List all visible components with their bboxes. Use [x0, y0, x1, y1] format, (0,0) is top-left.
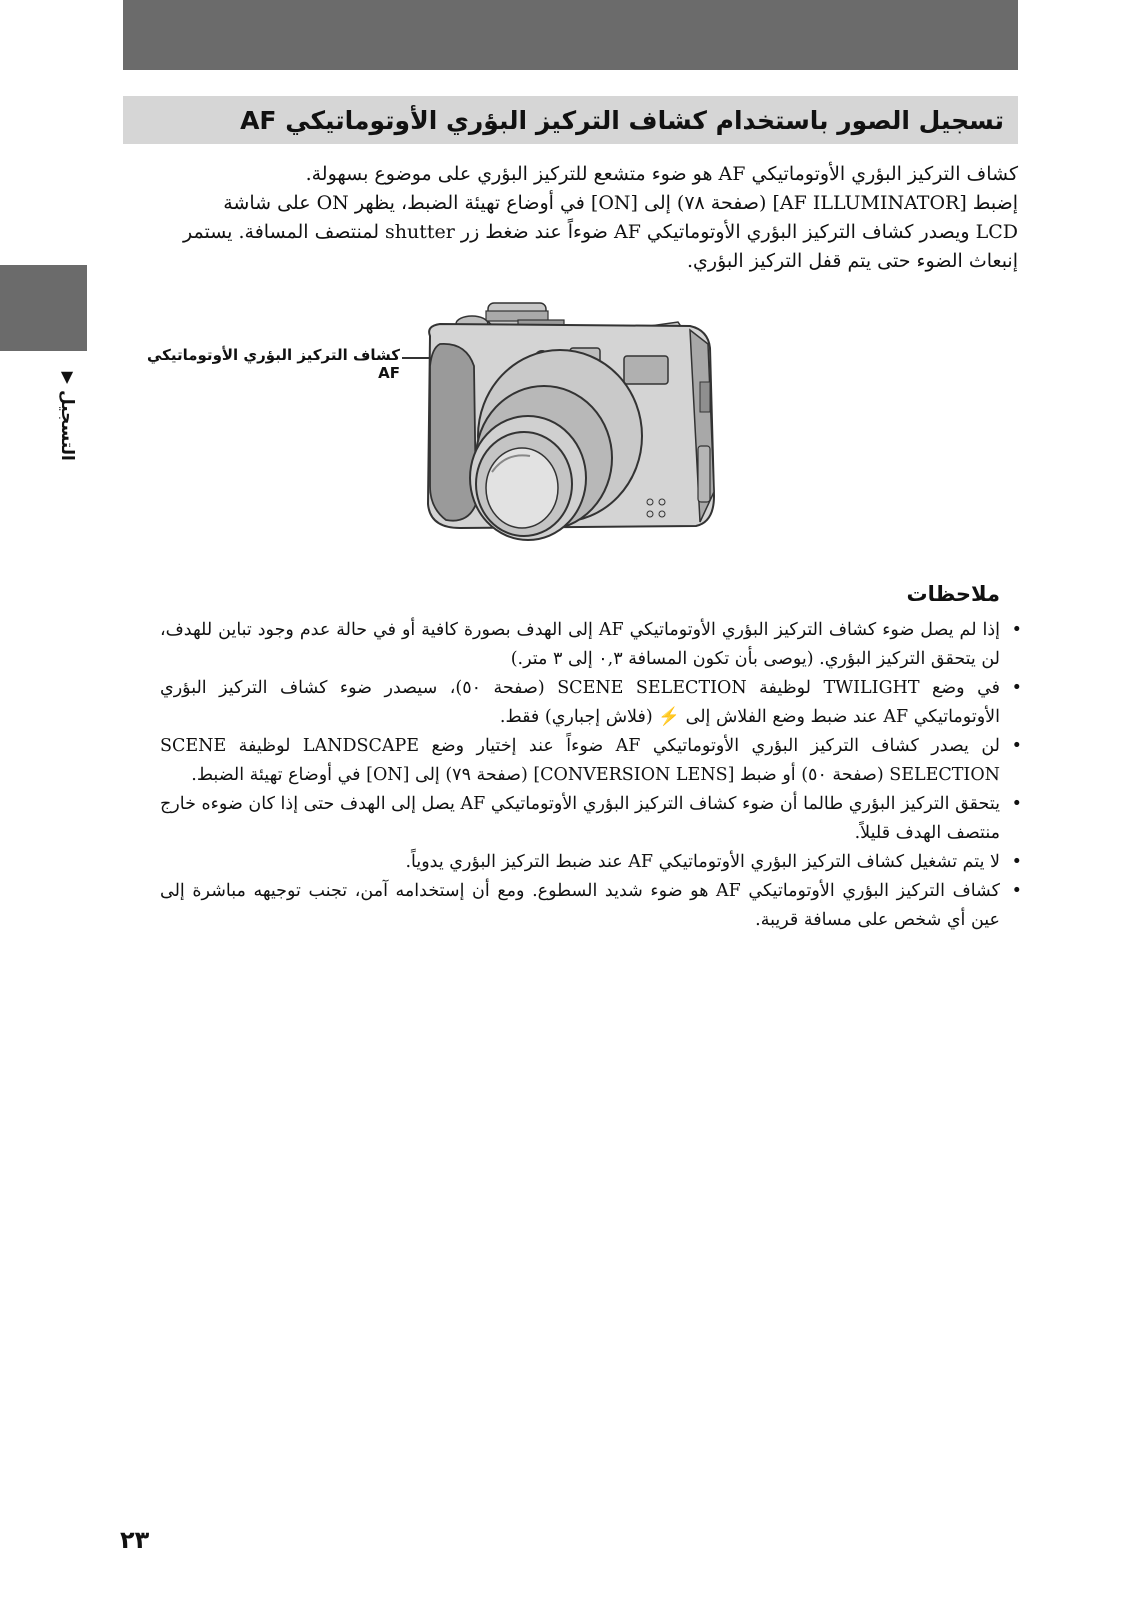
list-item: [160, 732, 1022, 790]
side-chapter-label: [42, 368, 92, 468]
bullet-icon: •: [1011, 881, 1022, 901]
bullet-icon: •: [1011, 678, 1022, 698]
chapter-label: التسجيل: [57, 390, 77, 461]
header-bar: [123, 0, 1018, 70]
note-text: لن يصدر كشاف التركيز البؤري الأوتوماتيكي AF ضوءاً عند إختيار وضع LANDSCAPE لوظيفة SCENE SELECTION (صفحة ٥٠) أو ضبط [CONVERSION LENS] (صفحة ٧٩) إلى [ON] في أوضاع تهيئة الضبط.: [160, 736, 1000, 785]
note-text: إذا لم يصل ضوء كشاف التركيز البؤري الأوتوماتيكي AF إلى الهدف بصورة كافية أو في حالة عدم وجود تباين للهدف، لن يتحقق التركيز البؤري. (يوصى بأن تكون المسافة ٠,٣ إلى ٣ متر.): [160, 620, 1000, 669]
camera-drawing: [130, 296, 750, 561]
list-item: [160, 848, 1022, 877]
list-item: [160, 674, 1022, 732]
list-item: [160, 877, 1022, 935]
af-illuminator-label: كشاف التركيز البؤري الأوتوماتيكي AF: [146, 346, 400, 382]
note-text: لا يتم تشغيل كشاف التركيز البؤري الأوتوماتيكي AF عند ضبط التركيز البؤري يدوياً.: [405, 852, 1000, 872]
page-number: ٢٣: [120, 1526, 150, 1554]
intro-line: إنبعاث الضوء حتى يتم قفل التركيز البؤري.: [687, 250, 1018, 272]
bullet-icon: •: [1011, 794, 1022, 814]
camera-illustration: [130, 296, 750, 561]
side-tab: [0, 265, 87, 351]
intro-line: LCD ويصدر كشاف التركيز البؤري الأوتوماتيكي AF ضوءاً عند ضغط زر shutter لمنتصف المسافة. يستمر: [183, 221, 1018, 243]
note-text: يتحقق التركيز البؤري طالما أن ضوء كشاف التركيز البؤري الأوتوماتيكي AF يصل إلى الهدف حتى إذا كان ضوءه خارج منتصف الهدف قليلاً.: [160, 794, 1000, 843]
notes-list: [160, 616, 1022, 935]
intro-line: كشاف التركيز البؤري الأوتوماتيكي AF هو ضوء متشعع للتركيز البؤري على موضوع بسهولة.: [305, 163, 1018, 185]
bullet-icon: •: [1011, 852, 1022, 872]
section-header: [123, 96, 1018, 144]
intro-line: إضبط [AF ILLUMINATOR] (صفحة ٧٨) إلى [ON] في أوضاع تهيئة الضبط، يظهر ON على شاشة: [223, 192, 1018, 214]
triangle-down-icon: ▼: [60, 367, 74, 386]
bullet-icon: •: [1011, 620, 1022, 640]
note-text: في وضع TWILIGHT لوظيفة SCENE SELECTION (صفحة ٥٠)، سيصدر ضوء كشاف التركيز البؤري الأوتوماتيكي AF عند ضبط وضع الفلاش إلى ⚡ (فلاش إجباري) فقط.: [160, 678, 1001, 727]
intro-paragraph: [160, 160, 1018, 276]
bullet-icon: •: [1011, 736, 1022, 756]
list-item: [160, 790, 1022, 848]
notes-heading: ملاحظات: [906, 582, 1000, 606]
list-item: [160, 616, 1022, 674]
section-title: تسجيل الصور باستخدام كشاف التركيز البؤري الأوتوماتيكي AF: [240, 105, 1004, 135]
note-text: كشاف التركيز البؤري الأوتوماتيكي AF هو ضوء شديد السطوع. ومع أن إستخدامه آمن، تجنب توجيهه مباشرة إلى عين أي شخص على مسافة قريبة.: [160, 881, 1001, 930]
